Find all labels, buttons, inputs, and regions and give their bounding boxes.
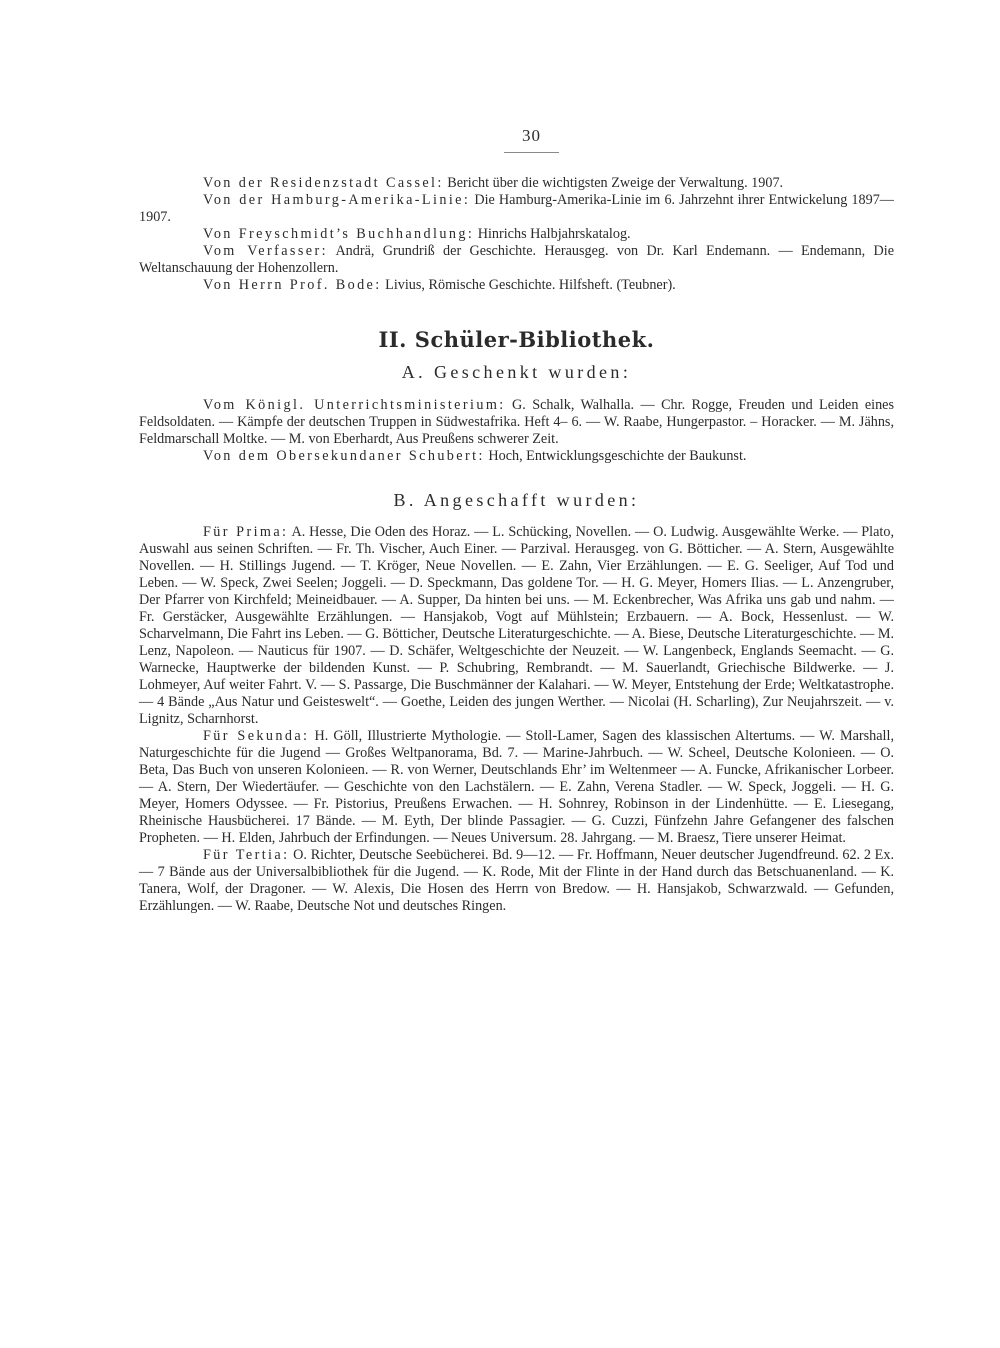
donor-head: Von Herrn Prof. Bode: <box>203 277 382 293</box>
purchase-text: A. Hesse, Die Oden des Horaz. — L. Schücking, Novellen. — O. Ludwig. Ausgewählte Werke. — Plato, Auswahl aus seinen Schriften. — Fr. Th. Vischer, Auch Einer. — Parzival. Herausgeg. von G. Bötticher. — A. Stern, Ausgewählte Novellen. — H. Stillings Jugend. — T. Kröger, Neue Novellen. — E. Zahn, Vier Erzählungen. — E. G. Seeliger, Auf Tod und Leben. — W. Speck, Zwei Seelen; Joggeli. — D. Speckmann, Das goldene Tor. — H. G. Meyer, Homers Ilias. — L. Anzengruber, Der Pfarrer von Kirchfeld; Meineidbauer. — A. Supper, Da hinten bei uns. — M. Eckenbrecher, Was Afrika uns gab und nahm. — Fr. Gerstäcker, Ausgewählte Erzählungen. — Hansjakob, Vogt auf Mühlstein; Erzbauern. — A. Bock, Hessenlust. — W. Scharvelmann, Die Fahrt ins Leben. — G. Bötticher, Deutsche Literaturgeschichte. — A. Biese, Deutsche Literaturgeschichte. — M. Lenz, Napoleon. — Nauticus für 1907. — D. Schäfer, Weltgeschichte der Neuzeit. — W. Langenbeck, Englands Seemacht. — G. Warnecke, Hauptwerke der bildenden Kunst. — P. Schubring, Rembrandt. — M. Sauerlandt, Griechische Bildwerke. — J. Lohmeyer, Auf weiter Fahrt. V. — S. Passarge, Die Buschmänner der Kalahari. — W. Meyer, Entstehung der Erde; Weltkatastrophe. — 4 Bände „Aus Natur und Geisteswelt“. — Goethe, Leiden des jungen Werther. — Nicolai (H. Scharling), Zur Neujahrszeit. — v. Lignitz, Scharnhorst. <box>139 524 894 727</box>
purchase-entry-tertia <box>139 847 894 915</box>
gift-text: G. Schalk, Walhalla. — Chr. Rogge, Freuden und Leiden eines Feldsoldaten. — Kämpfe der deutschen Truppen in Südwestafrika. Heft 4– 6. — W. Raabe, Hungerpastor. – Horacker. — M. Jähns, Feldmarschall Moltke. — M. von Eberhardt, Aus Preußens schwerer Zeit. <box>139 397 894 447</box>
purchase-text: O. Richter, Deutsche Seebücherei. Bd. 9—12. — Fr. Hoffmann, Neuer deutscher Jugendfreund. 62. 2 Ex. — 7 Bände aus der Universalbibliothek für die Jugend. — K. Rode, Mit der Flinte in der Hand durch das Betschuanenland. — K. Tanera, Wolf, der Dragoner. — W. Alexis, Die Hosen des Herrn von Bredow. — H. Hansjakob, Schwarzwald. — Gefunden, Erzählungen. — W. Raabe, Deutsche Not und deutsches Ringen. <box>139 847 894 914</box>
donor-head: Von der Residenzstadt Cassel: <box>203 175 444 191</box>
purchase-head: Für Tertia: <box>203 847 290 863</box>
gift-entry <box>139 448 894 465</box>
gift-head: Von dem Obersekundaner Schubert: <box>203 448 485 464</box>
purchase-head: Für Prima: <box>203 524 289 540</box>
purchase-text: H. Göll, Illustrierte Mythologie. — Stoll-Lamer, Sagen des klassischen Altertums. — W. Marshall, Naturgeschichte für die Jugend — Großes Weltpanorama, Bd. 7. — Marine-Jahrbuch. — W. Scheel, Deutsche Kolonieen. — O. Beta, Das Buch von unseren Kolonieen. — R. von Werner, Deutschlands Ehr’ im Weltenmeer — A. Funcke, Afrikanischer Lorbeer. — A. Stern, Der Wiedertäufer. — Geschichte von den Lachstälern. — E. Zahn, Verena Stadler. — W. Speck, Joggeli. — H. G. Meyer, Homers Odyssee. — Fr. Pistorius, Preußens Erwachen. — H. Sohnrey, Robinson in der Lindenhütte. — E. Liesegang, Rheinische Hausbücherei. 17 Bände. — M. Eyth, Der blinde Passagier. — G. Cuzzi, Fünfzehn Jahre Gefangener des falschen Propheten. — H. Elden, Jahrbuch der Erfindungen. — Neues Universum. 28. Jahrgang. — M. Braesz, Tiere unserer Heimat. <box>139 728 894 846</box>
donor-text: Hinrichs Halbjahrskatalog. <box>474 226 631 242</box>
donor-head: Vom Verfasser: <box>203 243 328 259</box>
section-title: II. Schüler-Bibliothek. <box>378 327 655 352</box>
donor-head: Von der Hamburg-Amerika-Linie: <box>203 192 471 208</box>
donor-entry <box>139 243 894 277</box>
donor-head: Von Freyschmidt’s Buchhandlung: <box>203 226 475 242</box>
gift-text: Hoch, Entwicklungsgeschichte der Baukunst. <box>484 448 747 464</box>
donor-entry <box>139 277 894 294</box>
part-b-heading: B. Angeschafft wurden: <box>393 490 640 510</box>
gift-head: Vom Königl. Unterrichtsministerium: <box>203 397 506 413</box>
gift-entry <box>139 397 894 448</box>
donor-entry <box>139 192 894 226</box>
donor-entry <box>139 175 894 192</box>
part-a-list <box>139 397 894 465</box>
donor-list <box>139 175 894 294</box>
donor-text: Livius, Römische Geschichte. Hilfsheft. (Teubner). <box>381 277 676 293</box>
donor-text: Die Hamburg-Amerika-Linie im 6. Jahrzehnt ihrer Entwickelung 1897—1907. <box>139 192 894 225</box>
page-number <box>169 126 894 153</box>
part-b-list <box>139 524 894 915</box>
purchase-head: Für Sekunda: <box>203 728 310 744</box>
donor-text: Andrä, Grundriß der Geschichte. Herausgeg. von Dr. Karl Endemann. — Endemann, Die Weltanschauung der Hohenzollern. <box>139 243 895 276</box>
purchase-entry-sekunda <box>139 728 894 847</box>
donor-text: Bericht über die wichtigsten Zweige der Verwaltung. 1907. <box>443 175 784 191</box>
donor-entry <box>139 226 894 243</box>
document-page <box>139 126 894 915</box>
page-number-text: 30 <box>504 126 559 153</box>
part-a-heading: A. Geschenkt wurden: <box>401 362 632 382</box>
purchase-entry-prima <box>139 524 894 728</box>
